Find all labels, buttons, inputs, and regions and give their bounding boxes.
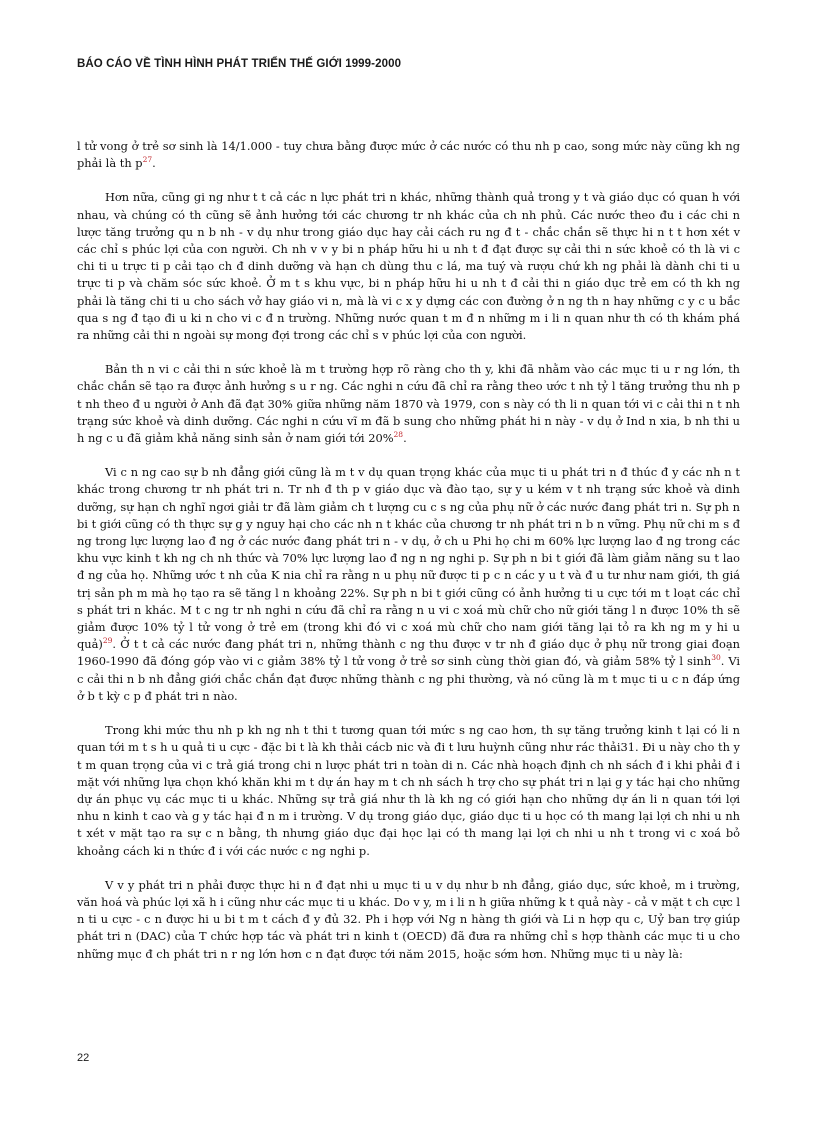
page-number: 22 bbox=[77, 1052, 90, 1064]
main-body bbox=[77, 138, 740, 980]
footnote-marker[interactable]: 28 bbox=[393, 430, 404, 440]
paragraph-6: V v y phát tri n phải được thực hi n đ đạt nhi u mục ti u v dụ như b nh đẳng, giáo dục, sức khoẻ, m i trường, văn hoá và phúc lợi xã h i cũng như các mục ti u khác. Do v y, m i li n h giữa những k t quả này - cả v mặt t ch cực l n ti u cực - c n được hi u bi t m t cách đ y đủ 32. Ph i hợp với Ng n hàng th giới và Li n hợp qu c, Uỷ ban trợ giúp phát tri n (DAC) của T chức hợp tác và phát tri n kinh t (OECD) đã đưa ra những chỉ s hợp thành các mục ti u cho những mục đ ch phát tri n r ng lớn hơn c n đạt được tới năm 2015, hoặc sớm hơn. Những mục ti u này là: bbox=[77, 877, 740, 961]
paragraph-4: Vi c n ng cao sự b nh đẳng giới cũng là m t v dụ quan trọng khác của mục ti u phát tri n đ thúc đ y các nh n t khác trong chương tr nh phát tri n. Tr nh đ th p v giáo dục và đào tạo, sự y u kém v t nh trạng sức khoẻ và dinh dưỡng, sự hạn ch nghĩ ngơi giải tr đã làm giảm ch t lượng cu c s ng của phụ nữ ở các nước đang phát tri n. Sự ph n bi t giới cũng có th thực sự g y nguy hại cho các nh n t khác của chương tr nh phát tri n b n vững. Phụ nữ chi m s đ ng trong lực lượng lao đ ng ở các nước đang phát tri n - v dụ, ở ch u Phi họ chi m 60% lực lượng lao đ ng trong các khu vực kinh t kh ng ch nh thức và 70% lực lượng lao đ ng n ng nghi p. Sự ph n bi t giới đã làm giảm năng su t lao đ ng của họ. Những ước t nh của K nia chỉ ra rằng n u phụ nữ được ti p c n các y u t và đ u tư như nam giới, th giá trị sản ph m mà họ tạo ra sẽ tăng l n khoảng 22%. Sự ph n bi t giới cũng có ảnh hưởng ti u cực tới m t loạt các chỉ s phát tri n khác. M t c ng tr nh nghi n cứu đã chỉ ra rằng n u vi c xoá mù chữ cho nữ giới tăng l n được 10% th sẽ giảm được 10% tỷ l tử vong ở trẻ em (trong khi đó vi c xoá mù chữ cho nam giới tăng lại tỏ ra kh ng m y hi u quả)$^{29}$. Ở t t cả các nước đang phát tri n, những thành c ng thu được v tr nh đ giáo dục ở phụ nữ trong giai đoạn 1960-1990 đã đóng góp vào vi c giảm 38% tỷ l tử vong ở trẻ sơ sinh cùng thời gian đó, và giảm 58% tỷ l sinh$^{30}$. Vi c cải thi n b nh đẳng giới chắc chắn đạt được những thành c ng phi thường, và nó cũng là m t mục ti u c n đáp ứng ở b t kỳ c p đ phát tri n nào. bbox=[77, 465, 740, 703]
paragraph-1: l tử vong ở trẻ sơ sinh là 14/1.000 - tuy chưa bằng được mức ở các nước có thu nh p cao, song mức này cũng kh ng phải là th p$^{27}$. bbox=[77, 139, 740, 171]
footnote-marker[interactable]: 30 bbox=[711, 653, 721, 663]
footnote-marker[interactable]: 27 bbox=[142, 155, 153, 165]
footnote-marker[interactable]: 29 bbox=[102, 636, 113, 646]
paragraph-3: Bản th n vi c cải thi n sức khoẻ là m t trường hợp rõ ràng cho th y, khi đã nhằm vào các mục ti u r ng lớn, th chắc chắn sẽ tạo ra được ảnh hưởng s u r ng. Các nghi n cứu đã chỉ ra rằng theo ước t nh tỷ l tăng trưởng thu nh p t nh theo đ u người ở Anh đã đạt 30% giữa những năm 1870 và 1979, con s này có th li n quan tới vi c cải thi n t nh trạng sức khoẻ và dinh dưỡng. Các nghi n cứu vĩ m đã b sung cho những phát hi n này - v dụ ở Ind n xia, b nh thi u h ng c u đã giảm khả năng sinh sản ở nam giới tới 20%$^{28}$. bbox=[77, 362, 740, 446]
paragraph-2: Hơn nữa, cũng gi ng như t t cả các n lực phát tri n khác, những thành quả trong y t và giáo dục có quan h với nhau, và chúng có th cũng sẽ ảnh hưởng tới các chương tr nh khác của ch nh phủ. Các nước theo đu i các chi n lược tăng trưởng qu n b nh - v dụ như trong giáo dục hay cải cách ru ng đ t - chắc chắn sẽ thực hi n t t hơn xét v các chỉ s phúc lợi của con người. Ch nh v v y bi n pháp hữu hi u nh t đ đạt được sự cải thi n sức khoẻ có th là vi c chi ti u trực ti p cải tạo ch đ dinh dưỡng và hạn ch dùng thu c lá, ma tuý và rượu chứ kh ng phải là dành chi ti u trực ti p và chăm sóc sức khoẻ. Ở m t s khu vực, bi n pháp hữu hi u nh t đ cải thi n giáo dục trẻ em có th kh ng phải là tăng chi ti u cho sách vở hay giáo vi n, mà là vi c x y dựng các con đường ở n ng th n hay những c y c u bắc qua s ng đ tạo đi u ki n cho vi c đ n trường. Những nước quan t m đ n những m i li n quan như th có th khám phá ra những cải thi n ngoài sự mong đợi trong các chỉ s v phúc lợi của con người. bbox=[77, 190, 740, 343]
running-header: BÁO CÁO VỀ TÌNH HÌNH PHÁT TRIỂN THẾ GIỚI 1999-2000 bbox=[77, 58, 402, 70]
paragraph-5: Trong khi mức thu nh p kh ng nh t thi t tương quan tới mức s ng cao hơn, th sự tăng trưởng kinh t lại có li n quan tới m t s h u quả ti u cực - đặc bi t là kh thải cácb nic và đi t lưu huỳnh cũng như rác thải31. Đi u này cho th y t m quan trọng của vi c trả giá trong chi n lược phát tri n toàn di n. Các nhà hoạch định ch nh sách đ i khi phải đ i mặt với những lựa chọn khó khăn khi m t dự án hay m t ch nh sách h trợ cho sự phát tri n lại g y tác hại cho những dự án phục vụ các mục ti u khác. Những sự trả giá như th là kh ng có giới hạn cho những dự án li n quan tới lợi nhu n kinh t cao và g y tác hại đ n m i trường. V dụ trong giáo dục, giáo dục ti u học có th mang lại lợi ch nhi u nh t xét v mặt tạo ra sự c n bằng, th nhưng giáo dục đại học lại có th mang lại lợi ch nhi u nh t trong vi c xoá bỏ khoảng cách ki n thức đ i với các nước c ng nghi p. bbox=[77, 723, 740, 858]
